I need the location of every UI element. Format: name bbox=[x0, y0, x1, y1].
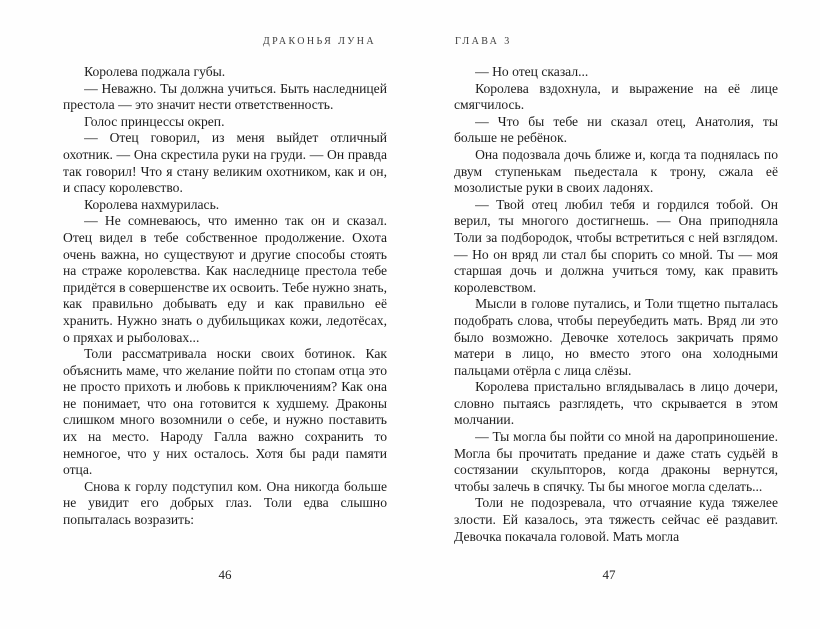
paragraph: Королева нахмурилась. bbox=[84, 196, 220, 212]
paragraph: — Неважно. Ты должна учиться. Быть наследницей престола — это значит нести ответственность. bbox=[63, 80, 387, 113]
paragraph: — Не сомневаюсь, что именно так он и сказал. Отец видел в тебе собственное продолжение. Охота очень важна, но существуют и другие способы стоять на страже королевства. Как наследнице престола тебе придётся в совершенстве их освоить. Тебе нужно знать, как правильно добывать еду и как правильно её хранить. Нужно знать о дубильщиках кожи, ледотёсах, о пряхах и рыболовах... bbox=[63, 213, 388, 345]
paragraph: Королева вздохнула, и выражение на её лице смягчилось. bbox=[454, 80, 778, 113]
paragraph: Толи рассматривала носки своих ботинок. Как объяснить маме, что желание пойти по стопам отца это не просто прихоть и любовь к приключениям? Как она не понимает, что она готовится к худшему. Драконы слишком много возомнили о себе, и нужно поставить их на место. Народу Галла важно сохранить то немногое, что у них осталось. Хотя бы ради памяти отца. bbox=[63, 346, 387, 478]
page-number-right: 47 bbox=[602, 567, 616, 582]
paragraph: — Что бы тебе ни сказал отец, Анатолия, ты больше не ребёнок. bbox=[454, 113, 778, 146]
paragraph: Королева пристально вглядывалась в лицо дочери, словно пытаясь разглядеть, что скрывается в этом молчании. bbox=[454, 379, 778, 428]
paragraph: — Отец говорил, из меня выйдет отличный охотник. — Она скрестила руки на груди. — Он правда так говорил! Что я стану великим охотником, как и он, и спасу королевство. bbox=[63, 130, 387, 196]
paragraph: Толи не подозревала, что отчаяние куда тяжелее злости. Ей казалось, эта тяжесть сейчас её раздавит. Девочка покачала головой. Мать могла bbox=[454, 495, 778, 544]
running-head-chapter: ГЛАВА 3 bbox=[455, 36, 512, 47]
running-head-book-title: ДРАКОНЬЯ ЛУНА bbox=[262, 36, 376, 47]
paragraph: Она подозвала дочь ближе и, когда та поднялась по двум ступенькам пьедестала к трону, сжала её мозолистые руки в своих ладонях. bbox=[454, 146, 778, 196]
paragraph: — Ты могла бы пойти со мной на дароприношение. Могла бы прочитать предание и даже стать судьёй в состязании скульпторов, когда драконы вернутся, чтобы залечь в спячку. Ты бы многое могла сделать... bbox=[454, 429, 778, 494]
paragraph: Голос принцессы окреп. bbox=[84, 113, 225, 129]
paragraph: Снова к горлу подступил ком. Она никогда больше не увидит его добрых глаз. Толи едва слышно попыталась возразить: bbox=[63, 478, 387, 528]
paragraph: Королева поджала губы. bbox=[84, 64, 226, 79]
paragraph: — Твой отец любил тебя и гордился тобой. Он верил, ты многого достигнешь. — Она приподняла Толи за подбородок, чтобы встретиться с ней взглядом. — Но он вряд ли стал бы спорить со мной. Ты — моя старшая дочь и должна учиться тому, как править королевством. bbox=[454, 196, 778, 295]
page-left-text bbox=[63, 64, 387, 529]
page-right-text bbox=[454, 64, 778, 545]
paragraph: Мысли в голове путались, и Толи тщетно пыталась подобрать слова, чтобы переубедить мать. Вряд ли это было возможно. Девочке хотелось закричать прямо матери в лицо, но вместо этого она холодными пальцами отёрла с лица слёзы. bbox=[454, 296, 778, 378]
page-number-left: 46 bbox=[218, 567, 232, 582]
paragraph: — Но отец сказал... bbox=[475, 64, 589, 79]
